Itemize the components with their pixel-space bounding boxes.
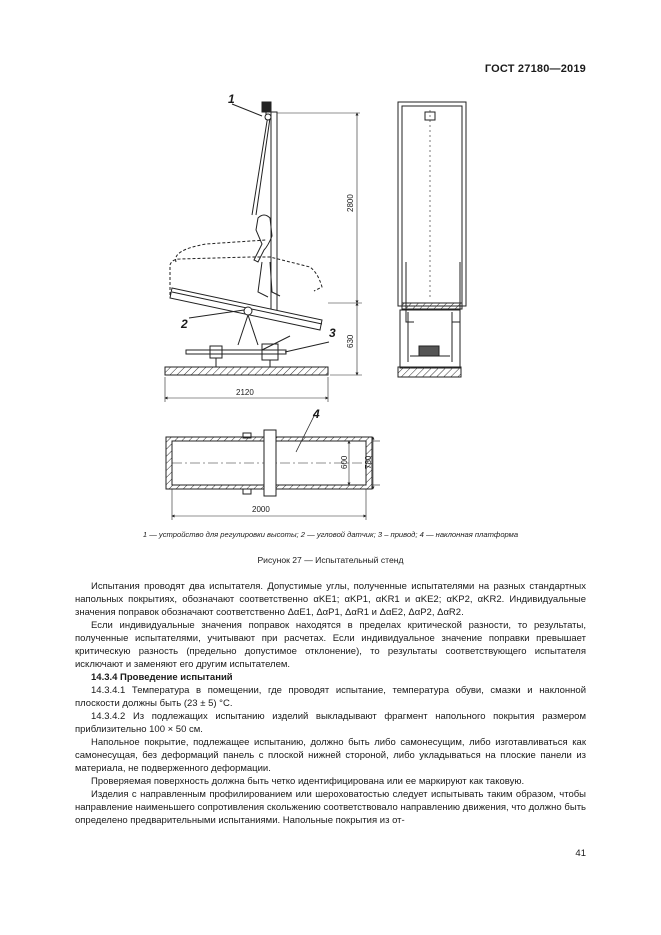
front-base-frame [400,310,460,368]
pulley [265,114,271,120]
body-text [75,580,586,827]
plan-crossbar [264,430,276,496]
raised-platform-outline [170,257,322,295]
dim-label-2120: 2120 [236,388,254,397]
paragraph: Напольное покрытие, подлежащее испытанию, должно быть либо самонесущим, либо изготавливаться как самонесущая, без деформаций панель с плоской нижней стороной, либо укладываться на плоские панели из материала, не подверженного деформации. [75,737,586,774]
dim-label-630: 630 [346,334,355,348]
front-view [398,102,466,377]
callout-2: 2 [181,317,188,331]
frame-outline [398,102,466,306]
front-platform [402,303,462,309]
legend-num: 3 [377,530,383,539]
legend-text: — устройство для регулировки высоты; [147,530,301,539]
figure-legend [75,530,586,539]
mast-top [262,102,271,112]
mast [271,112,277,312]
legend-num: 1 [142,530,148,539]
floor-slab [165,367,328,375]
section-heading: 14.3.4 Проведение испытаний [91,672,233,683]
paragraph: Испытания проводят два испытателя. Допустимые углы, полученные испытателями на разных стандартных напольных покрытиях, обозначают соответственно αKE1; αKP1, αKR1 и αKE2; αKP2, αKR2. Индивидуальные значения поправок обозначают соответственно ΔαE1, ΔαP1, ΔαR1 и ΔαE2, ΔαP2, ΔαR2. [75,581,586,618]
drive-rod [186,350,286,354]
page-number: 41 [575,848,586,859]
callout-4: 4 [313,407,320,421]
paragraph: Проверяемая поверхность должна быть четко идентифицирована или ее маркируют как таковую. [91,776,525,787]
paragraph: Если индивидуальные значения поправок находятся в пределах критической разности, то результаты, полученные испытателями, учитывают при расчетах. Если индивидуальное значение поправки превышает критическую разность (предельно допустимое отклонение), то результаты соответствующего испытателя исключают и заменяют его другим испытателем. [75,620,586,670]
paragraph: Изделия с направленным профилированием или шероховатостью следует испытывать таким образом, чтобы направление наименьшего сопротивления скольжению соответствовало направлению движения, что должно быть определено предварительными испытаниями. Напольные покрытия из от- [75,789,586,826]
legend-text: – привод; [382,530,420,539]
dim-label-2800: 2800 [346,194,355,212]
legend-num: 2 [300,530,305,539]
callout-3: 3 [329,326,336,340]
legend-num: 4 [419,530,424,539]
front-floor [398,367,461,377]
callout-1: 1 [228,92,235,106]
drive-bearing-left [210,346,222,358]
dim-label-600: 600 [340,455,349,469]
dim-label-780: 780 [364,455,373,469]
cable [252,115,268,215]
front-drive [419,346,439,356]
figure-caption: Рисунок 27 — Испытательный стенд [257,555,404,565]
side-view [165,102,362,402]
tester-figure [254,215,272,262]
legend-text: — наклонная платформа [423,530,519,539]
angle-sensor [244,307,252,315]
dim-label-2000: 2000 [252,505,270,514]
paragraph: 14.3.4.2 Из подлежащих испытанию изделий выкладывают фрагмент напольного покрытия размером приблизительно 100 × 50 см. [75,711,586,735]
document-code: ГОСТ 27180—2019 [484,63,586,75]
paragraph: 14.3.4.1 Температура в помещении, где проводят испытание, температура обуви, смазки и наклонной плоскости должны быть (23 ± 5) °С. [75,685,586,709]
legend-text: — угловой датчик; [305,530,378,539]
